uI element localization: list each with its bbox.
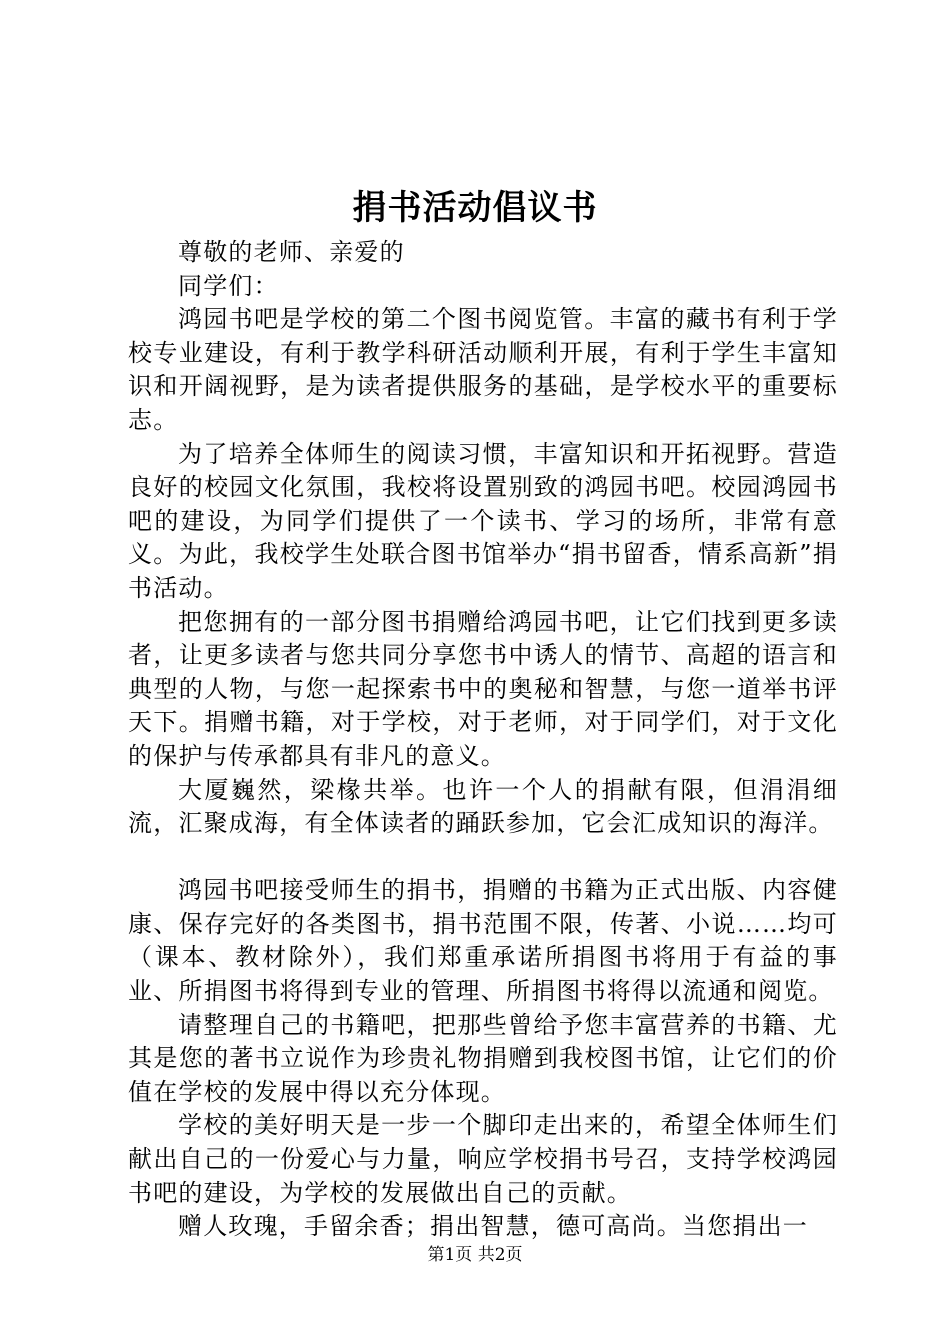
body-paragraph: 鸿园书吧是学校的第二个图书阅览管。丰富的藏书有利于学校专业建设，有利于教学科研活动顺利开展，有利于学生丰富知识和开阔视野，是为读者提供服务的基础，是学校水平的重要标志。 xyxy=(128,305,838,434)
body-paragraph: 把您拥有的一部分图书捐赠给鸿园书吧，让它们找到更多读者，让更多读者与您共同分享您书中诱人的情节、高超的语言和典型的人物，与您一起探索书中的奥秘和智慧，与您一道举书评天下。捐赠书籍，对于学校，对于老师，对于同学们，对于文化的保护与传承都具有非凡的意义。 xyxy=(128,607,838,770)
body-paragraph: 学校的美好明天是一步一个脚印走出来的，希望全体师生们献出自己的一份爱心与力量，响应学校捐书号召，支持学校鸿园书吧的建设，为学校的发展做出自己的贡献。 xyxy=(128,1111,838,1207)
greeting-line: 同学们： xyxy=(178,271,279,300)
greeting-line: 尊敬的老师、亲爱的 xyxy=(178,238,405,266)
body-paragraph: 赠人玫瑰，手留余香；捐出智慧，德可高尚。当您捐出一 xyxy=(178,1212,808,1241)
body-paragraph: 为了培养全体师生的阅读习惯，丰富知识和开拓视野。营造良好的校园文化氛围，我校将设置别致的鸿园书吧。校园鸿园书吧的建设，为同学们提供了一个读书、学习的场所，非常有意义。为此，我校学生处联合图书馆举办“捐书留香，情系高新”捐书活动。 xyxy=(128,439,838,602)
document-title: 捐书活动倡议书 xyxy=(352,188,598,228)
body-paragraph: 鸿园书吧接受师生的捐书，捐赠的书籍为正式出版、内容健康、保存完好的各类图书，捐书范围不限，传著、小说……均可（课本、教材除外），我们郑重承诺所捐图书将用于有益的事业、所捐图书将得到专业的管理、所捐图书将得以流通和阅览。 xyxy=(128,876,838,1006)
page-number-footer: 第1页 共2页 xyxy=(427,1245,523,1265)
body-paragraph: 请整理自己的书籍吧，把那些曾给予您丰富营养的书籍、尤其是您的著书立说作为珍贵礼物捐赠到我校图书馆，让它们的价值在学校的发展中得以充分体现。 xyxy=(128,1010,838,1106)
document-body xyxy=(128,236,838,1244)
body-paragraph: 大厦巍然，梁椽共举。也许一个人的捐献有限，但涓涓细流，汇聚成海，有全体读者的踊跃参加，它会汇成知识的海洋。 xyxy=(128,775,838,838)
